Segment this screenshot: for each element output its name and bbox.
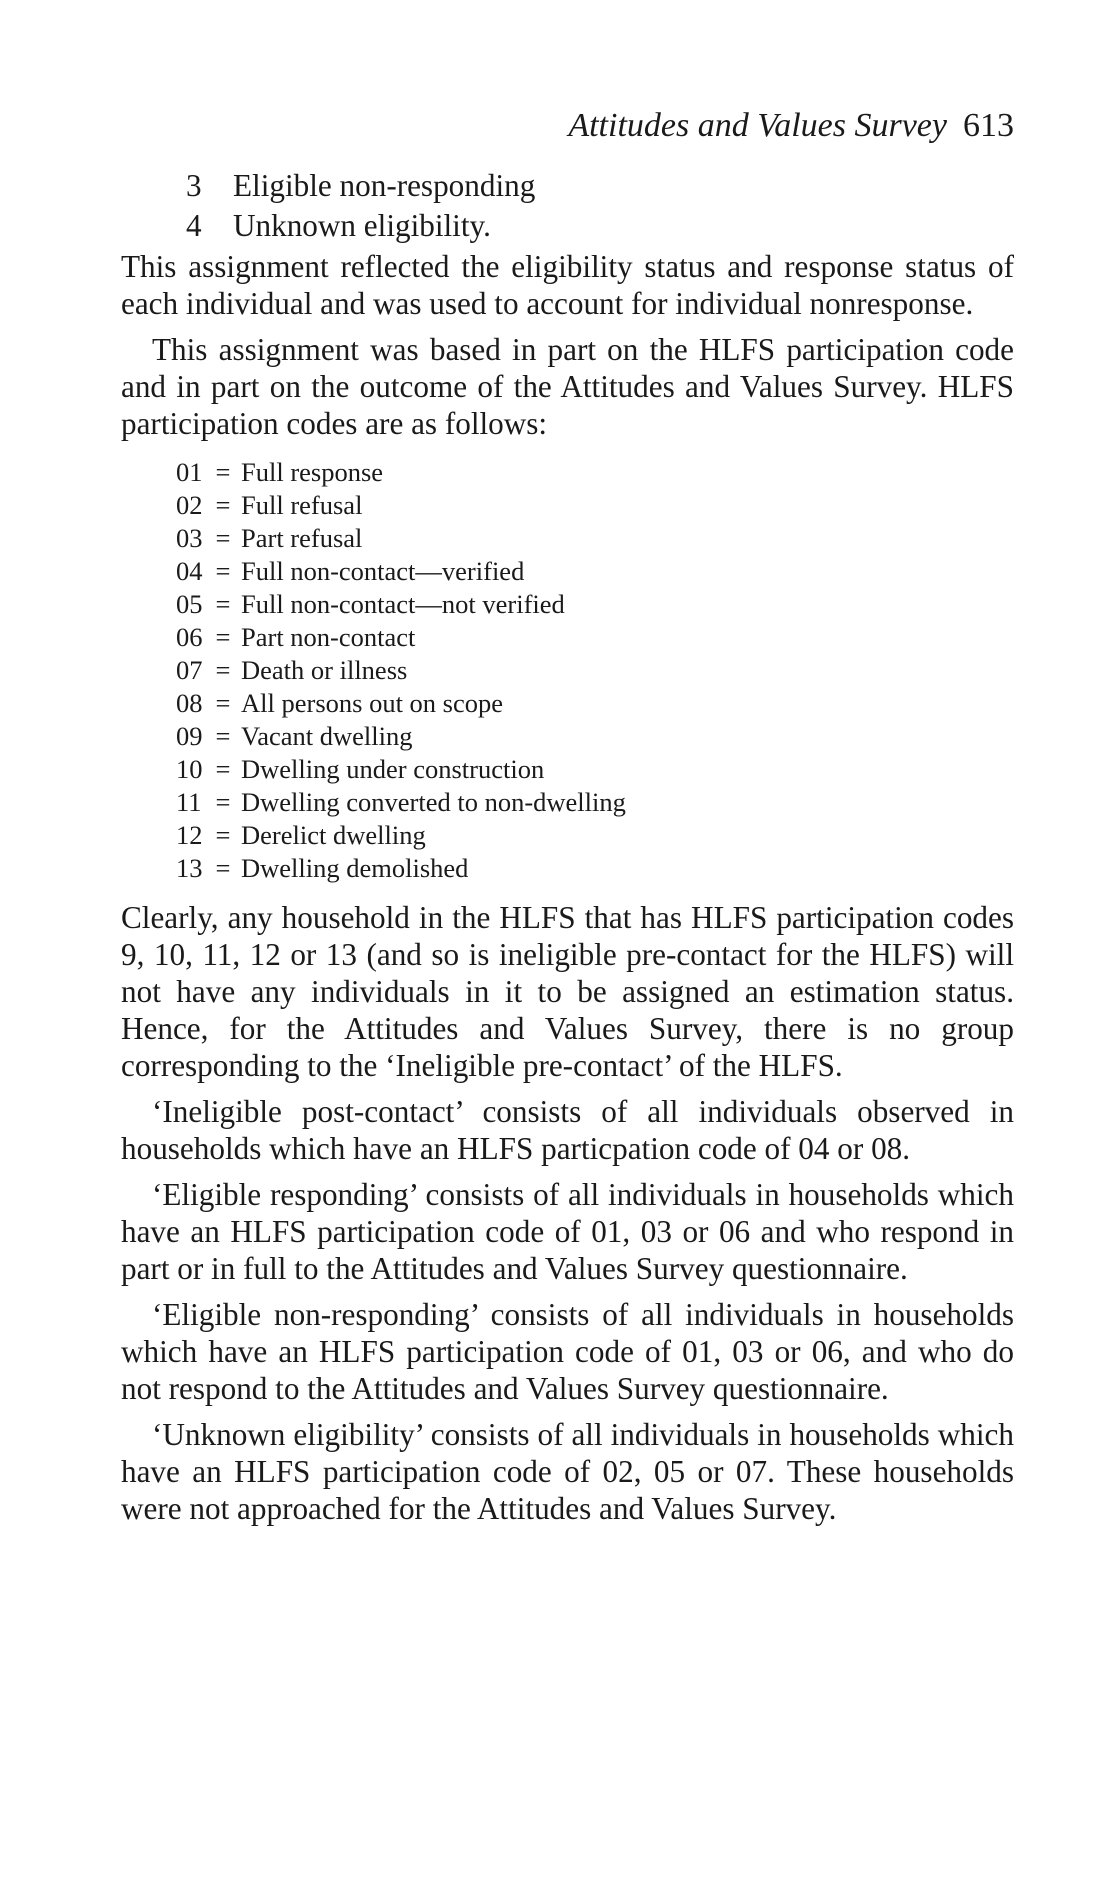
code-label: Part refusal (241, 523, 363, 553)
paragraph-eligible-responding: ‘Eligible responding’ consists of all individuals in households which have an HLFS participation code of 01, 03 or 06 and who respond in part or in full to the Attitudes and Values Survey questionnaire. (121, 1177, 1014, 1286)
code-number: 01 (176, 457, 203, 487)
equals-sign: = (215, 457, 231, 487)
running-head-title: Attitudes and Values Survey (568, 107, 947, 144)
code-number: 10 (176, 754, 203, 784)
enum-item (186, 206, 1014, 246)
code-label: Death or illness (241, 655, 408, 685)
code-number: 06 (176, 622, 203, 652)
list-item (176, 588, 1014, 621)
equals-sign: = (215, 721, 231, 751)
page-number: 613 (963, 107, 1014, 144)
list-item (176, 555, 1014, 588)
paragraph-assignment-based: This assignment was based in part on the HLFS participation code and in part on the outcome of the Attitudes and Values Survey. HLFS participation codes are as follows: (121, 332, 1014, 441)
equals-sign: = (215, 490, 231, 520)
code-label: Vacant dwelling (241, 721, 413, 751)
code-label: Dwelling under construction (241, 754, 545, 784)
list-item (176, 456, 1014, 489)
code-number: 02 (176, 490, 203, 520)
equals-sign: = (215, 655, 231, 685)
code-label: Full refusal (241, 490, 363, 520)
enum-number: 3 (186, 168, 202, 203)
list-item (176, 522, 1014, 555)
paragraph-assignment-reflected: This assignment reflected the eligibility status and response status of each individual and was used to account for individual nonresponse. (121, 249, 1014, 321)
code-label: Dwelling demolished (241, 853, 469, 883)
list-item (176, 621, 1014, 654)
equals-sign: = (215, 853, 231, 883)
list-item (176, 489, 1014, 522)
code-number: 11 (176, 787, 202, 817)
code-label: Derelict dwelling (241, 820, 426, 850)
list-item (176, 753, 1014, 786)
enum-number: 4 (186, 208, 202, 243)
code-label: Full non-contact—not verified (241, 589, 565, 619)
equals-sign: = (215, 787, 231, 817)
list-item (176, 720, 1014, 753)
code-number: 08 (176, 688, 203, 718)
equals-sign: = (215, 754, 231, 784)
list-item (176, 786, 1014, 819)
equals-sign: = (215, 820, 231, 850)
code-number: 09 (176, 721, 203, 751)
list-item (176, 687, 1014, 720)
code-number: 07 (176, 655, 203, 685)
list-item (176, 654, 1014, 687)
paragraph-unknown-eligibility: ‘Unknown eligibility’ consists of all individuals in households which have an HLFS participation code of 02, 05 or 07. These households were not approached for the Attitudes and Values Survey. (121, 1417, 1014, 1526)
running-head (568, 106, 1014, 146)
enum-text: Unknown eligibility. (233, 208, 491, 243)
equals-sign: = (215, 556, 231, 586)
list-item (176, 819, 1014, 852)
equals-sign: = (215, 523, 231, 553)
code-number: 04 (176, 556, 203, 586)
code-label: All persons out on scope (241, 688, 504, 718)
equals-sign: = (215, 622, 231, 652)
code-number: 03 (176, 523, 203, 553)
equals-sign: = (215, 589, 231, 619)
code-label: Full response (241, 457, 384, 487)
paragraph-clearly: Clearly, any household in the HLFS that has HLFS participation codes 9, 10, 11, 12 or 13 (and so is ineligible pre-contact for the HLFS) will not have any individuals in it to be assigned an estimation status. Hence, for the Attitudes and Values Survey, there is no group corresponding to the ‘Ineligible pre-contact’ of the HLFS. (121, 900, 1014, 1083)
paragraph-eligible-non-responding: ‘Eligible non-responding’ consists of all individuals in households which have an HLFS participation code of 01, 03 or 06, and who do not respond to the Attitudes and Values Survey questionnaire. (121, 1297, 1014, 1406)
code-label: Part non-contact (241, 622, 416, 652)
paragraph-ineligible-post-contact: ‘Ineligible post-contact’ consists of all individuals observed in households which have an HLFS particpation code of 04 or 08. (121, 1094, 1014, 1166)
list-item (176, 852, 1014, 885)
body-text (121, 166, 1014, 1527)
code-label: Full non-contact—verified (241, 556, 525, 586)
enum-item (186, 166, 1014, 206)
code-number: 13 (176, 853, 203, 883)
code-number: 12 (176, 820, 203, 850)
code-number: 05 (176, 589, 203, 619)
equals-sign: = (215, 688, 231, 718)
participation-code-list (176, 456, 1014, 885)
code-label: Dwelling converted to non-dwelling (241, 787, 626, 817)
enum-text: Eligible non-responding (233, 168, 536, 203)
